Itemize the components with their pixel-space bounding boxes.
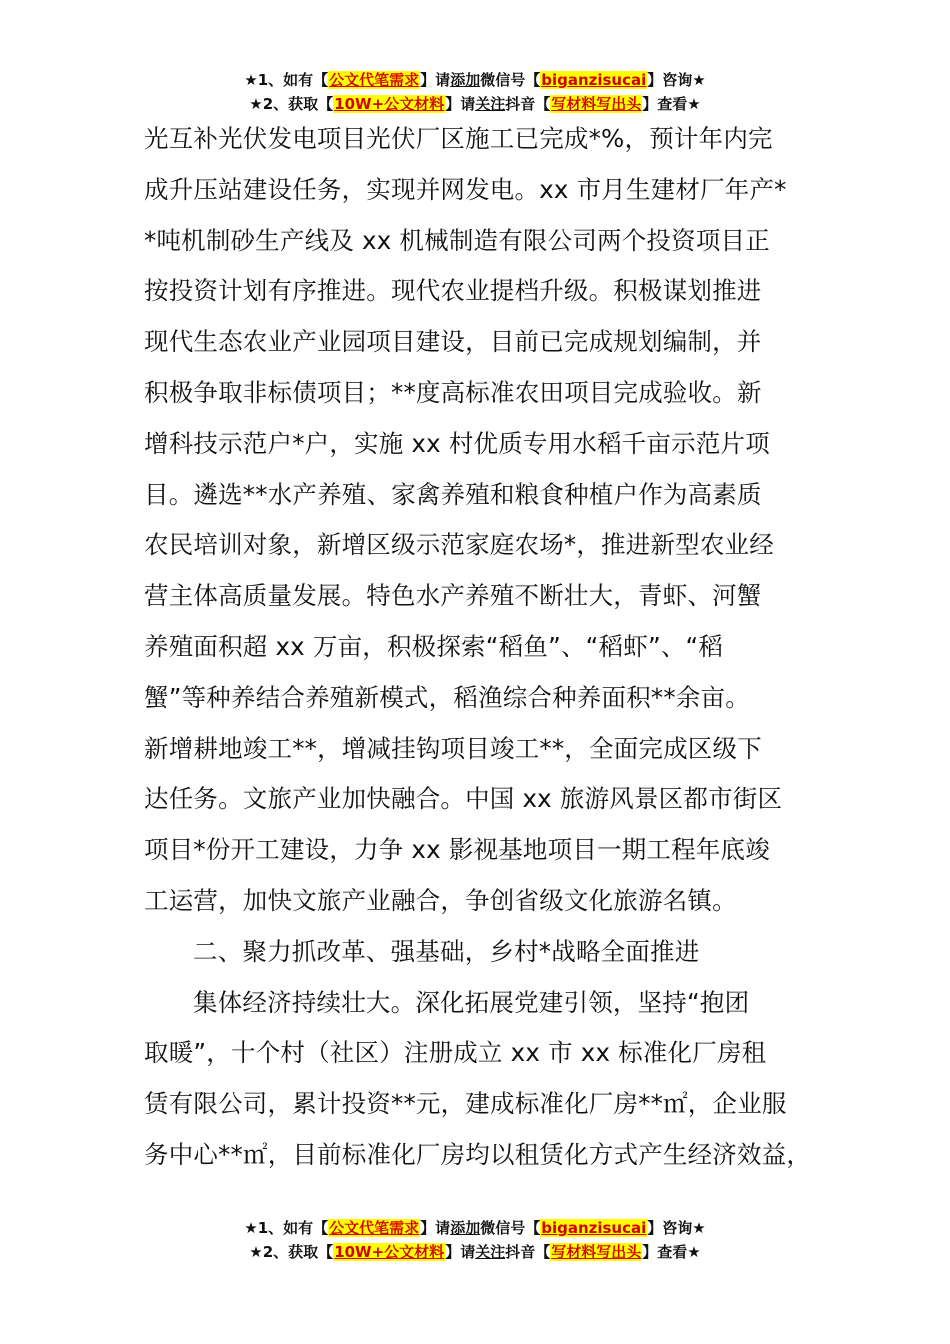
text-line: 增科技示范户*户，实施 xx 村优质专用水稻千亩示范片项	[144, 428, 770, 458]
banner-text: 】请	[445, 95, 476, 113]
text-line: 养殖面积超 xx 万亩，积极探索“稻鱼”、“稻虾”、“稻	[144, 631, 724, 661]
text-line: 项目*份开工建设，力争 xx 影视基地项目一期工程年底竣	[144, 835, 770, 865]
text-line: 赁有限公司，累计投资**元，建成标准化厂房**㎡，企业服	[144, 1089, 787, 1119]
highlight-douyin: 写材料写出头	[551, 95, 642, 113]
underlined-text: 添加	[450, 71, 481, 89]
banner-text: 】咨询★	[647, 71, 706, 89]
text-line: 营主体高质量发展。特色水产养殖不断壮大，青虾、河蟹	[144, 581, 762, 611]
banner-text: 微信号【	[480, 71, 541, 89]
text-line: 蟹”等种养结合养殖新模式，稻渔综合种养面积**余亩。	[144, 682, 750, 712]
banner-line-2	[0, 1240, 950, 1264]
text-line: 工运营，加快文旅产业融合，争创省级文化旅游名镇。	[144, 885, 737, 915]
banner-text: 抖音【	[505, 1243, 551, 1261]
text-line: 现代生态农业产业园项目建设，目前已完成规划编制，并	[144, 327, 762, 357]
banner-text: 】查看★	[642, 95, 701, 113]
banner-text: 】请	[420, 1219, 451, 1237]
banner-text: 抖音【	[505, 95, 551, 113]
document-body	[144, 114, 824, 1181]
text-line: 按投资计划有序推进。现代农业提档升级。积极谋划推进	[144, 276, 762, 306]
text-line: 达任务。文旅产业加快融合。中国 xx 旅游风景区都市街区	[144, 784, 783, 814]
text-line: 成升压站建设任务，实现并网发电。xx 市月生建材厂年产*	[144, 174, 787, 204]
paragraph-first-line: 集体经济持续壮大。深化拓展党建引领，坚持“抱团	[193, 987, 750, 1017]
section-heading: 二、聚力抓改革、强基础，乡村*战略全面推进	[193, 936, 700, 966]
highlight-douyin: 写材料写出头	[551, 1243, 642, 1261]
highlight-materials: 10W+公文材料	[334, 95, 445, 113]
banner-line-2	[0, 92, 950, 116]
footer-banner	[0, 1216, 950, 1264]
highlight-wechat-id: biganzisucai	[541, 1219, 647, 1237]
underlined-text: 关注	[475, 95, 506, 113]
banner-text: 】咨询★	[647, 1219, 706, 1237]
text-line: 取暖”，十个村（社区）注册成立 xx 市 xx 标准化厂房租	[144, 1038, 767, 1068]
highlight-materials: 10W+公文材料	[334, 1243, 445, 1261]
text-line: 农民培训对象，新增区级示范家庭农场*，推进新型农业经	[144, 530, 774, 560]
highlight-service: 公文代笔需求	[329, 1219, 420, 1237]
banner-text: ★2、获取【	[249, 1243, 334, 1261]
banner-text: ★2、获取【	[249, 95, 334, 113]
banner-line-1	[0, 68, 950, 92]
text-line: 务中心**㎡，目前标准化厂房均以租赁化方式产生经济效益，	[144, 1139, 812, 1169]
highlight-wechat-id: biganzisucai	[541, 71, 647, 89]
text-line: 光互补光伏发电项目光伏厂区施工已完成*%，预计年内完	[144, 124, 773, 153]
banner-text: 】请	[445, 1243, 476, 1261]
text-line: *吨机制砂生产线及 xx 机械制造有限公司两个投资项目正	[144, 225, 770, 255]
banner-text: ★1、如有【	[244, 71, 329, 89]
banner-text: 】请	[420, 71, 451, 89]
highlight-service: 公文代笔需求	[329, 71, 420, 89]
text-line: 新增耕地竣工**，增减挂钩项目竣工**，全面完成区级下	[144, 733, 762, 763]
banner-text: 】查看★	[642, 1243, 701, 1261]
text-line: 目。遴选**水产养殖、家禽养殖和粮食种植户作为高素质	[144, 479, 762, 509]
banner-text: ★1、如有【	[244, 1219, 329, 1237]
underlined-text: 添加	[450, 1219, 481, 1237]
text-line: 积极争取非标债项目；**度高标准农田项目完成验收。新	[144, 377, 762, 407]
header-banner	[0, 68, 950, 116]
underlined-text: 关注	[475, 1243, 506, 1261]
banner-line-1	[0, 1216, 950, 1240]
banner-text: 微信号【	[480, 1219, 541, 1237]
